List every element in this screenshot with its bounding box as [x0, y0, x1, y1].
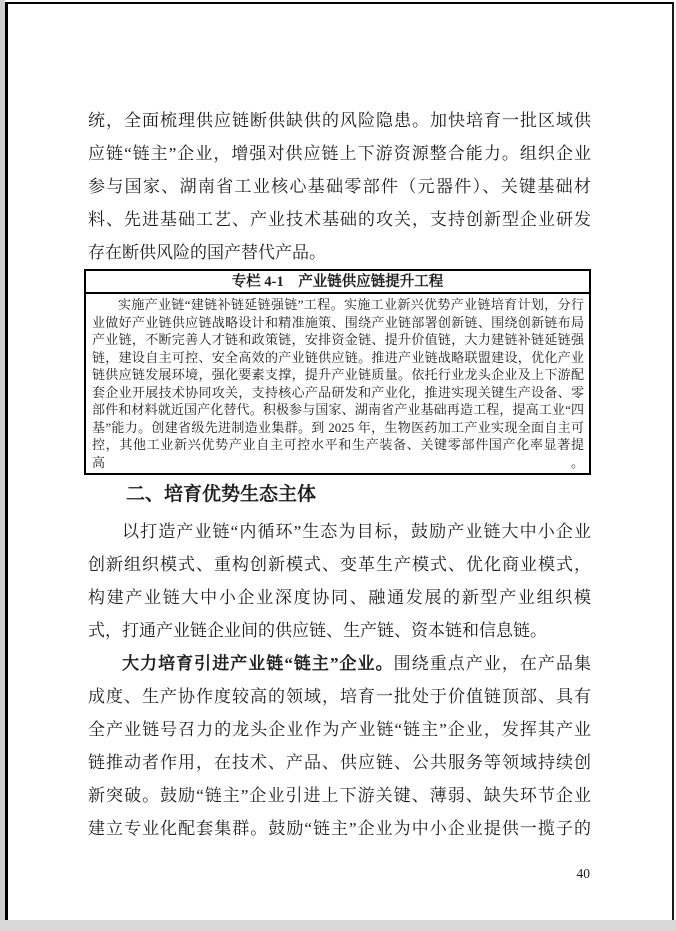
text-line: 业做好产业链供应链战略设计和精准施策、围绕产业链部署创新链、围绕创新链布局 — [92, 314, 584, 330]
text-line: 以打造产业链“内循环”生态为目标，鼓励产业链大中小企业 — [122, 522, 591, 541]
callout-box-title: 专栏 4-1 产业链供应链提升工程 — [86, 271, 589, 294]
text-line: 料、先进基础工艺、产业技术基础的攻关，支持创新型企业研发 — [88, 210, 591, 229]
section-heading: 二、培育优势生态主体 — [126, 484, 317, 505]
text-line: 实施产业链“建链补链延链强链”工程。实施工业新兴优势产业链培育计划，分行 — [118, 297, 584, 312]
text-line: 式，打通产业链企业间的供应链、生产链、资本链和信息链。 — [88, 621, 547, 640]
text-line: 链供应链发展环境，强化要素支撑，提升产业链质量。依托行业龙头企业及上下游配 — [92, 367, 584, 382]
text-line: 统，全面梳理供应链断供缺供的风险隐患。加快培育一批区域供 — [88, 111, 591, 130]
paragraph-chain-leader — [88, 647, 591, 845]
text-line: 构建产业链大中小企业深度协同、融通发展的新型产业组织模 — [88, 588, 591, 607]
document-page — [5, 2, 674, 920]
text-line: 基”能力。创建省级先进制造业集群。到 2025 年，生物医药加工产业实现全面自主可 — [92, 419, 584, 435]
page-number: 40 — [576, 866, 590, 881]
text-line: 建立专业化配套集群。鼓励“链主”企业为中小企业提供一揽子的 — [88, 819, 591, 838]
text-line: 存在断供风险的国产替代产品。 — [88, 243, 326, 262]
scan-bottom-margin — [0, 920, 676, 931]
text-line: 创新组织模式、重构创新模式、变革生产模式、优化商业模式， — [88, 555, 591, 574]
text-line: 应链“链主”企业，增强对供应链上下游资源整合能力。组织企业 — [88, 144, 591, 163]
text-line: 链推动者作用，在技术、产品、供应链、公共服务等领域持续创 — [88, 753, 591, 772]
text-line: 新突破。鼓励“链主”企业引进上下游关键、薄弱、缺失环节企业 — [88, 786, 591, 805]
callout-box-body — [86, 294, 589, 473]
bold-text-run: 大力培育引进产业链“链主”企业。 — [122, 654, 394, 673]
paragraph-supply-chain-risk — [88, 104, 591, 269]
callout-box-4-1 — [84, 269, 591, 475]
text-line: 控，其他工业新兴优势产业自主可控水平和生产装备、关键零部件国产化率显著提高。 — [92, 437, 584, 470]
text-line: 链，建设自主可控、安全高效的产业链供应链。推进产业链战略联盟建设，优化产业 — [92, 349, 584, 365]
text-line: 部件和材料就近国产化替代。积极参与国家、湖南省产业基础再造工程，提高工业“四 — [92, 402, 584, 417]
text-line: 成度、生产协作度较高的领域，培育一批处于价值链顶部、具有 — [88, 687, 591, 706]
page-content — [88, 104, 591, 845]
text-run: 围绕重点产业，在产品集 — [393, 654, 592, 673]
paragraph-ecosystem-goal — [88, 515, 591, 647]
text-line: 产业链，不断完善人才链和政策链，安排资金链、提升价值链，大力建链补链延链强 — [92, 332, 584, 347]
text-line — [88, 647, 591, 680]
text-line: 套企业开展技术协同攻关，支持核心产品研发和产业化，推进实现关键生产设备、零 — [92, 384, 584, 400]
text-line: 全产业链号召力的龙头企业作为产业链“链主”企业，发挥其产业 — [88, 720, 591, 739]
text-line: 参与国家、湖南省工业核心基础零部件（元器件）、关键基础材 — [88, 177, 591, 196]
